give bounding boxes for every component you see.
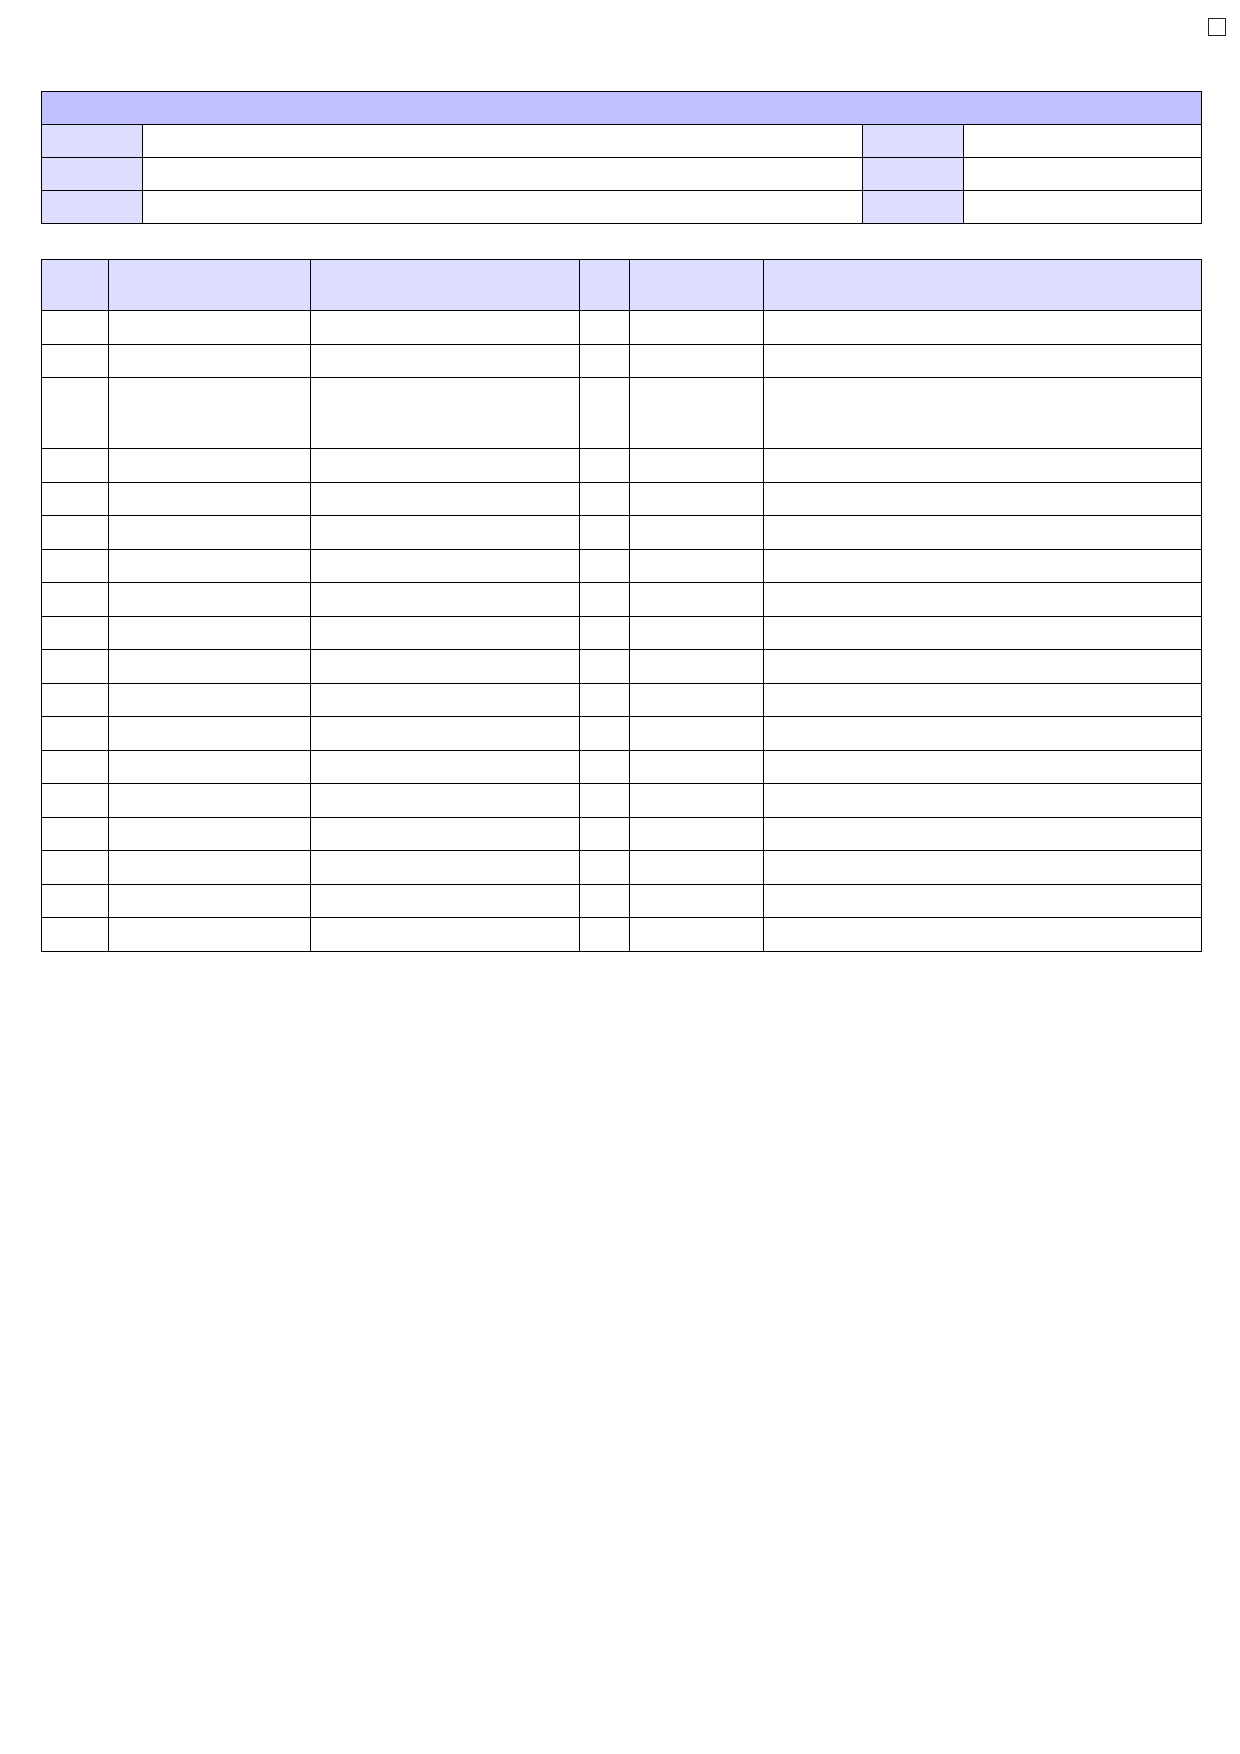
table-row bbox=[42, 784, 1202, 818]
row-number bbox=[42, 650, 109, 684]
cell-col2 bbox=[311, 851, 580, 885]
info-value bbox=[143, 191, 863, 224]
table-row bbox=[42, 583, 1202, 617]
cell-col4 bbox=[630, 516, 764, 550]
table-row bbox=[42, 650, 1202, 684]
cell-note bbox=[764, 516, 1202, 550]
info-value bbox=[143, 125, 863, 158]
cell-col4 bbox=[630, 449, 764, 483]
column-header bbox=[311, 260, 580, 311]
table-row bbox=[42, 482, 1202, 516]
cell-col2 bbox=[311, 616, 580, 650]
cell-col1 bbox=[109, 311, 311, 345]
cell-note bbox=[764, 683, 1202, 717]
cell-col2 bbox=[311, 583, 580, 617]
cell-col2 bbox=[311, 378, 580, 449]
cell-col3 bbox=[580, 449, 630, 483]
row-number bbox=[42, 817, 109, 851]
cell-col2 bbox=[311, 516, 580, 550]
info-label bbox=[863, 125, 964, 158]
table-row bbox=[42, 750, 1202, 784]
cell-col2 bbox=[311, 650, 580, 684]
cell-col2 bbox=[311, 311, 580, 345]
row-number bbox=[42, 616, 109, 650]
cell-col4 bbox=[630, 650, 764, 684]
cell-col3 bbox=[580, 344, 630, 378]
cell-col1 bbox=[109, 516, 311, 550]
column-header bbox=[764, 260, 1202, 311]
cell-note bbox=[764, 717, 1202, 751]
cell-col4 bbox=[630, 549, 764, 583]
cell-col3 bbox=[580, 851, 630, 885]
cell-col3 bbox=[580, 784, 630, 818]
row-number bbox=[42, 683, 109, 717]
cell-col3 bbox=[580, 311, 630, 345]
row-number bbox=[42, 884, 109, 918]
table-row bbox=[42, 378, 1202, 449]
row-number bbox=[42, 344, 109, 378]
cell-col1 bbox=[109, 449, 311, 483]
table-row bbox=[42, 311, 1202, 345]
table-row bbox=[42, 817, 1202, 851]
cell-col3 bbox=[580, 817, 630, 851]
cell-col4 bbox=[630, 482, 764, 516]
cell-col1 bbox=[109, 650, 311, 684]
info-value bbox=[964, 158, 1202, 191]
cell-col4 bbox=[630, 784, 764, 818]
column-header bbox=[580, 260, 630, 311]
row-number bbox=[42, 851, 109, 885]
cell-col3 bbox=[580, 549, 630, 583]
page-marker-box bbox=[1208, 18, 1226, 36]
row-number bbox=[42, 784, 109, 818]
cell-note bbox=[764, 344, 1202, 378]
cell-note bbox=[764, 817, 1202, 851]
cell-note bbox=[764, 851, 1202, 885]
row-number bbox=[42, 449, 109, 483]
column-header bbox=[109, 260, 311, 311]
info-table-title bbox=[42, 92, 1202, 125]
table-row bbox=[42, 884, 1202, 918]
cell-col2 bbox=[311, 717, 580, 751]
info-value bbox=[964, 191, 1202, 224]
cell-col2 bbox=[311, 683, 580, 717]
cell-note bbox=[764, 784, 1202, 818]
cell-note bbox=[764, 311, 1202, 345]
cell-col1 bbox=[109, 784, 311, 818]
cell-note bbox=[764, 750, 1202, 784]
cell-note bbox=[764, 918, 1202, 952]
cell-col2 bbox=[311, 449, 580, 483]
table-row bbox=[42, 851, 1202, 885]
data-table bbox=[41, 259, 1202, 952]
table-row bbox=[42, 918, 1202, 952]
cell-col4 bbox=[630, 884, 764, 918]
cell-note bbox=[764, 616, 1202, 650]
cell-col3 bbox=[580, 683, 630, 717]
row-number bbox=[42, 482, 109, 516]
table-row bbox=[42, 344, 1202, 378]
info-label bbox=[863, 191, 964, 224]
cell-col4 bbox=[630, 750, 764, 784]
table-row bbox=[42, 516, 1202, 550]
cell-note bbox=[764, 650, 1202, 684]
table-row bbox=[42, 449, 1202, 483]
cell-col4 bbox=[630, 851, 764, 885]
table-row bbox=[42, 683, 1202, 717]
info-label bbox=[42, 125, 143, 158]
cell-col1 bbox=[109, 378, 311, 449]
cell-col2 bbox=[311, 784, 580, 818]
cell-col1 bbox=[109, 817, 311, 851]
cell-col3 bbox=[580, 918, 630, 952]
cell-col1 bbox=[109, 750, 311, 784]
cell-col1 bbox=[109, 884, 311, 918]
cell-note bbox=[764, 549, 1202, 583]
cell-col4 bbox=[630, 344, 764, 378]
cell-col1 bbox=[109, 851, 311, 885]
info-table bbox=[41, 91, 1202, 224]
row-number bbox=[42, 750, 109, 784]
info-value bbox=[143, 158, 863, 191]
cell-col4 bbox=[630, 717, 764, 751]
info-value bbox=[964, 125, 1202, 158]
cell-col1 bbox=[109, 344, 311, 378]
cell-col4 bbox=[630, 583, 764, 617]
row-number bbox=[42, 549, 109, 583]
cell-col3 bbox=[580, 616, 630, 650]
info-label bbox=[863, 158, 964, 191]
row-number bbox=[42, 378, 109, 449]
cell-col1 bbox=[109, 616, 311, 650]
column-header bbox=[42, 260, 109, 311]
cell-col4 bbox=[630, 918, 764, 952]
row-number bbox=[42, 583, 109, 617]
cell-col3 bbox=[580, 750, 630, 784]
table-row bbox=[42, 616, 1202, 650]
info-label bbox=[42, 158, 143, 191]
cell-col3 bbox=[580, 884, 630, 918]
cell-col2 bbox=[311, 884, 580, 918]
cell-col2 bbox=[311, 549, 580, 583]
cell-col3 bbox=[580, 650, 630, 684]
cell-col3 bbox=[580, 583, 630, 617]
cell-col4 bbox=[630, 311, 764, 345]
table-row bbox=[42, 549, 1202, 583]
cell-col2 bbox=[311, 482, 580, 516]
cell-col4 bbox=[630, 378, 764, 449]
cell-col1 bbox=[109, 683, 311, 717]
cell-col1 bbox=[109, 918, 311, 952]
cell-col4 bbox=[630, 683, 764, 717]
cell-col4 bbox=[630, 817, 764, 851]
cell-col2 bbox=[311, 817, 580, 851]
cell-col1 bbox=[109, 482, 311, 516]
info-label bbox=[42, 191, 143, 224]
cell-col3 bbox=[580, 482, 630, 516]
cell-col2 bbox=[311, 918, 580, 952]
cell-col3 bbox=[580, 717, 630, 751]
cell-note bbox=[764, 482, 1202, 516]
row-number bbox=[42, 918, 109, 952]
column-header bbox=[630, 260, 764, 311]
cell-col3 bbox=[580, 516, 630, 550]
cell-col2 bbox=[311, 344, 580, 378]
cell-note bbox=[764, 583, 1202, 617]
cell-col1 bbox=[109, 717, 311, 751]
cell-col2 bbox=[311, 750, 580, 784]
cell-note bbox=[764, 884, 1202, 918]
cell-note bbox=[764, 449, 1202, 483]
cell-col1 bbox=[109, 549, 311, 583]
cell-col4 bbox=[630, 616, 764, 650]
cell-col3 bbox=[580, 378, 630, 449]
row-number bbox=[42, 717, 109, 751]
cell-col1 bbox=[109, 583, 311, 617]
row-number bbox=[42, 311, 109, 345]
cell-note bbox=[764, 378, 1202, 449]
table-row bbox=[42, 717, 1202, 751]
row-number bbox=[42, 516, 109, 550]
